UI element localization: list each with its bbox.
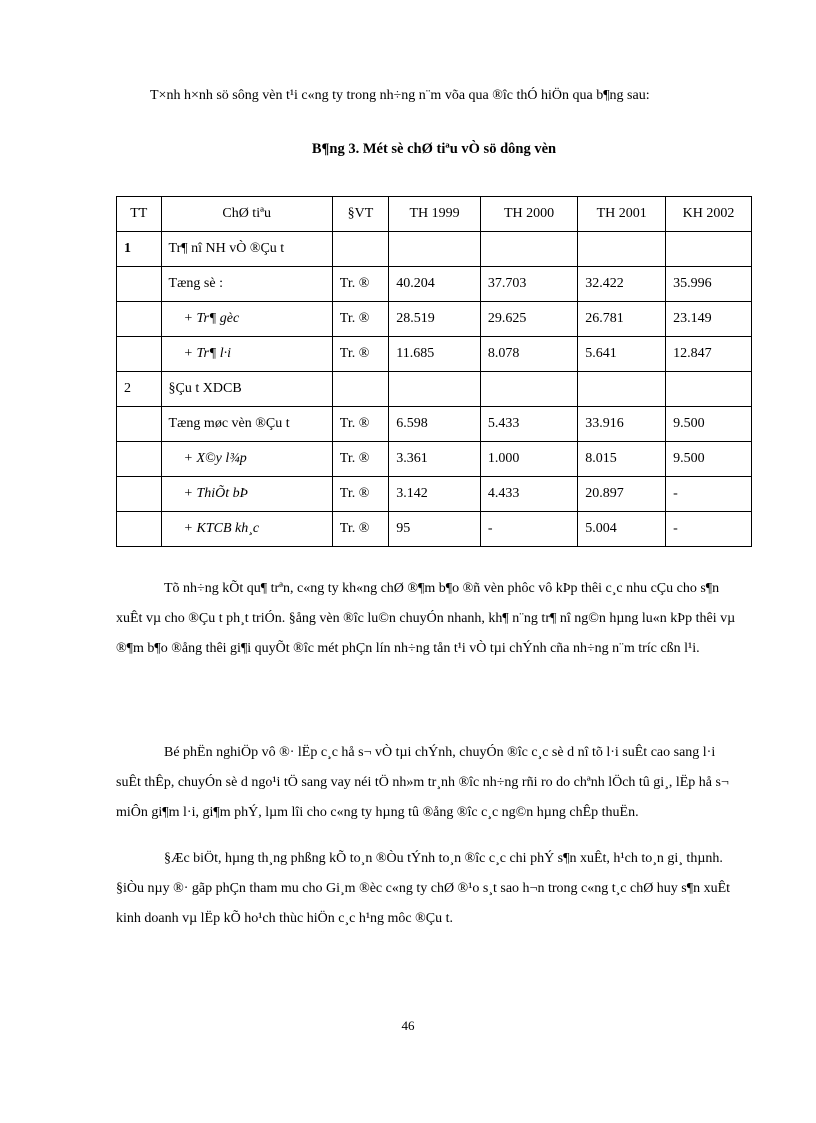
table-cell-v2002: 9.500 [666,442,752,477]
table-row [117,267,752,302]
table-cell-tt: 2 [117,372,162,407]
intro-paragraph: T×nh h×nh sö sông vèn t¹i c«ng ty trong nh÷ng n¨m võa qua ®îc thÓ hiÖn qua b¶ng sau: [150,88,650,103]
header-cell: §VT [332,197,388,232]
table-cell-unit [332,232,388,267]
table-cell-name: + Tr¶ gèc [161,302,332,337]
table-row [117,407,752,442]
table-cell-v1999: 40.204 [389,267,481,302]
table-row [117,442,752,477]
table-cell-v1999: 3.142 [389,477,481,512]
table-cell-v2002: - [666,512,752,547]
table-cell-v2001: 26.781 [578,302,666,337]
table-header-row [117,197,752,232]
table-cell-tt [117,512,162,547]
table-row [117,477,752,512]
table-cell-name: + ThiÕt bÞ [161,477,332,512]
table-cell-unit: Tr. ® [332,337,388,372]
table-cell-name: Tr¶ nî NH vÒ ®Çu t [161,232,332,267]
table-cell-v1999 [389,232,481,267]
table-cell-unit: Tr. ® [332,302,388,337]
table-cell-v2002: 12.847 [666,337,752,372]
table-cell-tt [117,267,162,302]
table-cell-tt: 1 [117,232,162,267]
table-cell-v2000 [480,232,577,267]
table-cell-v2002: 9.500 [666,407,752,442]
table-cell-v2002: 35.996 [666,267,752,302]
table-cell-v2000 [480,372,577,407]
table-cell-v2000: 8.078 [480,337,577,372]
table-cell-unit: Tr. ® [332,442,388,477]
table-cell-tt [117,477,162,512]
table-row [117,372,752,407]
table-cell-tt [117,337,162,372]
table-cell-v1999: 28.519 [389,302,481,337]
table-cell-v2000: 1.000 [480,442,577,477]
table-cell-v2001: 20.897 [578,477,666,512]
table-cell-tt [117,302,162,337]
table-caption: B¶ng 3. Mét sè chØ tiªu vÒ sö dông vèn [311,141,557,157]
table-row [117,337,752,372]
table-cell-v2000: 5.433 [480,407,577,442]
table-cell-v2001: 32.422 [578,267,666,302]
table-cell-name: + Tr¶ l·i [161,337,332,372]
table-row [117,512,752,547]
table-cell-v2002: 23.149 [666,302,752,337]
table-cell-v1999: 95 [389,512,481,547]
table-cell-unit: Tr. ® [332,512,388,547]
table-cell-v2001 [578,372,666,407]
page-number: 46 [401,1018,415,1033]
table-cell-unit: Tr. ® [332,407,388,442]
table-cell-tt [117,442,162,477]
table-cell-name: Tæng møc vèn ®Çu t [161,407,332,442]
table-cell-tt [117,407,162,442]
header-cell: TH 2001 [578,197,666,232]
table-cell-name: §Çu t XDCB [161,372,332,407]
table-cell-v2001: 5.641 [578,337,666,372]
table-cell-v2002: - [666,477,752,512]
table-cell-name: + KTCB kh¸c [161,512,332,547]
table-cell-v1999 [389,372,481,407]
table-cell-v2001 [578,232,666,267]
table-cell-v1999: 6.598 [389,407,481,442]
header-cell: ChØ tiªu [161,197,332,232]
table-cell-unit: Tr. ® [332,267,388,302]
table-cell-v2001: 8.015 [578,442,666,477]
paragraph: Bé phËn nghiÖp vô ®· lËp c¸c hå s¬ vÒ tµi chÝnh, chuyÓn ®îc c¸c sè d nî tõ l·i suÊt cao sang l·i suÊt thÊp, chuyÓn sè d ngo¹i tÖ sang vay néi tÖ nh»m tr¸nh ®îc nh÷ng rñi ro do chªnh lÖch tû gi¸, lËp hå s¬ miÔn gi¶m l·i, gi¶m phÝ, lµm lîi cho c«ng ty hµng tû ®ång ®îc c¸c ng©n hµng chÊp thuËn. [116,745,729,820]
header-cell: TH 1999 [389,197,481,232]
table-cell-name: + X©y l¾p [161,442,332,477]
table-cell-v1999: 3.361 [389,442,481,477]
table-cell-v2000: 29.625 [480,302,577,337]
header-cell: KH 2002 [666,197,752,232]
table-cell-v2001: 33.916 [578,407,666,442]
paragraph: §Æc biÖt, hµng th¸ng phßng kÕ to¸n ®Òu tÝnh to¸n ®îc c¸c chi phÝ s¶n xuÊt, h¹ch to¸n gi¸ thµnh. §iÒu nµy ®· gãp phÇn tham mu cho Gi¸m ®èc c«ng ty chØ ®¹o s¸t sao h¬n trong c«ng t¸c chØ huy s¶n xuÊt kinh doanh vµ lËp kÕ ho¹ch thùc hiÖn c¸c h¹ng môc ®Çu t. [116,851,731,926]
table-cell-v2001: 5.004 [578,512,666,547]
table-cell-name: Tæng sè : [161,267,332,302]
table-cell-v2000: - [480,512,577,547]
table-cell-unit [332,372,388,407]
table-cell-v2000: 4.433 [480,477,577,512]
capital-usage-table [116,196,752,547]
table-cell-v2002 [666,372,752,407]
header-cell: TT [117,197,162,232]
table-row [117,232,752,267]
table-cell-unit: Tr. ® [332,477,388,512]
table-cell-v2002 [666,232,752,267]
paragraph: Tõ nh÷ng kÕt qu¶ trªn, c«ng ty kh«ng chØ ®¶m b¶o ®ñ vèn phôc vô kÞp thêi c¸c nhu cÇu cho s¶n xuÊt vµ cho ®Çu t ph¸t triÓn. §ång vèn ®îc lu©n chuyÓn nhanh, kh¶ n¨ng tr¶ nî ng©n hµng lu«n kÞp thêi vµ ®¶m b¶o ®ång thêi gi¶i quyÕt ®îc mét phÇn lín nh÷ng tån t¹i vÒ tµi chÝnh cña nh÷ng n¨m tríc cßn l¹i. [116,581,736,656]
table-cell-v2000: 37.703 [480,267,577,302]
table-row [117,302,752,337]
table-cell-v1999: 11.685 [389,337,481,372]
header-cell: TH 2000 [480,197,577,232]
